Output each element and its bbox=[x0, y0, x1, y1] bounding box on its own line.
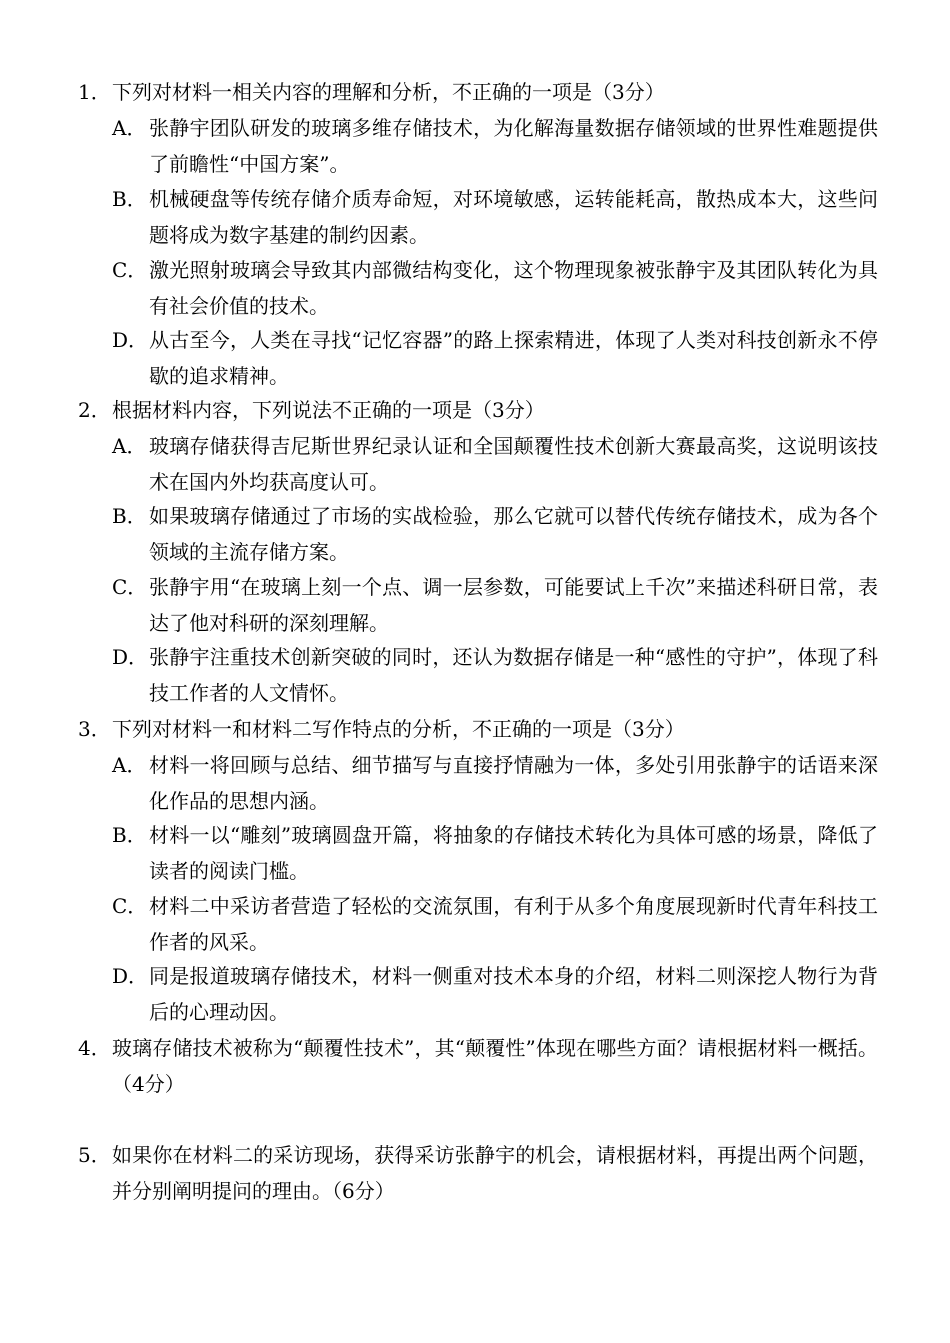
question-3 bbox=[78, 712, 878, 748]
option-3a bbox=[112, 748, 878, 819]
option-text: 张静宇注重技术创新突破的同时，还认为数据存储是一种“感性的守护”，体现了科技工作者的人文情怀。 bbox=[149, 645, 878, 705]
option-1a bbox=[112, 111, 878, 182]
option-letter: B． bbox=[112, 187, 147, 211]
option-letter: B． bbox=[112, 823, 147, 847]
option-letter: B． bbox=[112, 504, 147, 528]
option-text: 机械硬盘等传统存储介质寿命短，对环境敏感，运转能耗高，散热成本大，这些问题将成为数字基建的制约因素。 bbox=[149, 187, 878, 247]
option-text: 从古至今，人类在寻找“记忆容器”的路上探索精进，体现了人类对科技创新永不停歇的追求精神。 bbox=[149, 328, 878, 388]
question-number: 1． bbox=[78, 80, 111, 104]
option-letter: D． bbox=[112, 645, 149, 669]
option-text: 材料一将回顾与总结、细节描写与直接抒情融为一体，多处引用张静宇的话语来深化作品的思想内涵。 bbox=[149, 753, 878, 813]
option-text: 玻璃存储获得吉尼斯世界纪录认证和全国颠覆性技术创新大赛最高奖，这说明该技术在国内外均获高度认可。 bbox=[149, 434, 878, 494]
question-number: 5． bbox=[78, 1143, 111, 1167]
question-stem: 根据材料内容，下列说法不正确的一项是（3分） bbox=[112, 398, 545, 422]
option-text: 张静宇团队研发的玻璃多维存储技术，为化解海量数据存储领域的世界性难题提供了前瞻性“中国方案”。 bbox=[149, 116, 878, 176]
option-letter: C． bbox=[112, 258, 148, 282]
option-letter: D． bbox=[112, 328, 149, 352]
option-letter: C． bbox=[112, 894, 148, 918]
option-text: 同是报道玻璃存储技术，材料一侧重对技术本身的介绍，材料二则深挖人物行为背后的心理动因。 bbox=[149, 964, 878, 1024]
option-2c bbox=[112, 570, 878, 641]
question-number: 2． bbox=[78, 398, 111, 422]
option-1c bbox=[112, 253, 878, 324]
option-letter: C． bbox=[112, 575, 148, 599]
option-letter: A． bbox=[112, 434, 147, 458]
option-text: 激光照射玻璃会导致其内部微结构变化，这个物理现象被张静宇及其团队转化为具有社会价值的技术。 bbox=[149, 258, 878, 318]
option-text: 张静宇用“在玻璃上刻一个点、调一层参数，可能要试上千次”来描述科研日常，表达了他对科研的深刻理解。 bbox=[149, 575, 878, 635]
option-text: 材料二中采访者营造了轻松的交流氛围，有利于从多个角度展现新时代青年科技工作者的风采。 bbox=[149, 894, 878, 954]
question-5 bbox=[78, 1138, 878, 1209]
question-number: 4． bbox=[78, 1036, 111, 1060]
question-1 bbox=[78, 75, 878, 111]
option-letter: A． bbox=[112, 116, 147, 140]
option-text: 材料一以“雕刻”玻璃圆盘开篇，将抽象的存储技术转化为具体可感的场景，降低了读者的阅读门槛。 bbox=[149, 823, 878, 883]
question-2 bbox=[78, 393, 878, 429]
option-2b bbox=[112, 499, 878, 570]
question-stem: 下列对材料一和材料二写作特点的分析，不正确的一项是（3分） bbox=[112, 717, 685, 741]
option-2d bbox=[112, 640, 878, 711]
option-1d bbox=[112, 323, 878, 394]
option-1b bbox=[112, 182, 878, 253]
option-3c bbox=[112, 889, 878, 960]
question-stem: 下列对材料一相关内容的理解和分析，不正确的一项是（3分） bbox=[112, 80, 665, 104]
option-letter: D． bbox=[112, 964, 149, 988]
option-2a bbox=[112, 429, 878, 500]
option-3d bbox=[112, 959, 878, 1030]
option-3b bbox=[112, 818, 878, 889]
question-stem: 如果你在材料二的采访现场，获得采访张静宇的机会，请根据材料，再提出两个问题，并分别阐明提问的理由。（6分） bbox=[112, 1143, 878, 1203]
question-4 bbox=[78, 1031, 878, 1102]
option-text: 如果玻璃存储通过了市场的实战检验，那么它就可以替代传统存储技术，成为各个领域的主流存储方案。 bbox=[149, 504, 878, 564]
question-number: 3． bbox=[78, 717, 111, 741]
option-letter: A． bbox=[112, 753, 147, 777]
question-stem: 玻璃存储技术被称为“颠覆性技术”，其“颠覆性”体现在哪些方面？请根据材料一概括。（4分） bbox=[112, 1036, 878, 1096]
